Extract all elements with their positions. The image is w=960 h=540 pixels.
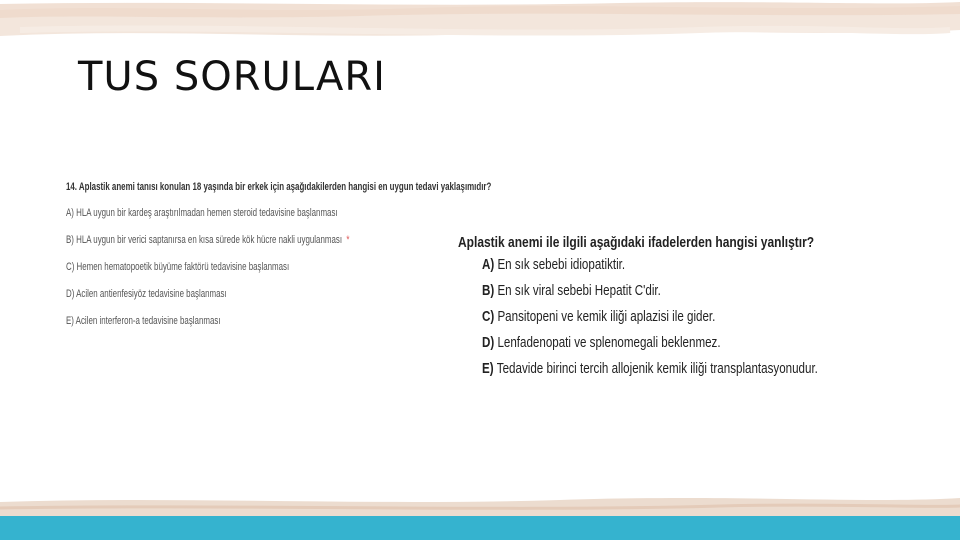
question-left-option-d — [66, 288, 340, 303]
option-letter: C) — [482, 309, 495, 325]
question-right — [458, 234, 903, 387]
option-letter: B) — [482, 283, 495, 299]
option-text: C) Hemen hematopoetik büyüme faktörü tedavisine başlanması — [66, 261, 290, 273]
option-text: E) Acilen interferon-a tedavisine başlanması — [66, 315, 221, 327]
option-text: B) HLA uygun bir verici saptanırsa en kısa sürede kök hücre nakli uygulanması — [66, 234, 343, 246]
question-left-option-a — [66, 207, 340, 222]
question-right-option-b — [482, 283, 819, 302]
slide-title: TUS SORULARI — [78, 54, 386, 100]
question-left-option-e — [66, 315, 340, 330]
question-left-stem: 14. Aplastik anemi tanısı konulan 18 yaşında bir erkek için aşağıdakilerden hangisi en uygun tedavi yaklaşımıdır? — [66, 181, 492, 193]
option-text: A) HLA uygun bir kardeş araştırılmadan hemen steroid tedavisine başlanması — [66, 207, 338, 219]
correct-answer-mark: * — [346, 234, 350, 246]
question-right-stem: Aplastik anemi ile ilgili aşağıdaki ifadelerden hangisi yanlıştır? — [458, 234, 815, 251]
question-right-option-e — [482, 361, 819, 380]
option-text: Lenfadenopati ve splenomegali beklenmez. — [497, 335, 721, 351]
brush-stroke-top — [0, 0, 960, 46]
option-letter: E) — [482, 361, 494, 377]
option-text: D) Acilen antienfesiyöz tedavisine başlanması — [66, 288, 227, 300]
question-right-option-c — [482, 309, 819, 328]
option-text: Pansitopeni ve kemik iliği aplazisi ile gider. — [497, 309, 716, 325]
bottom-accent-bar — [0, 516, 960, 540]
question-left-option-c — [66, 261, 340, 276]
question-left — [66, 181, 492, 342]
option-text: Tedavide birinci tercih allojenik kemik iliği transplantasyonudur. — [496, 361, 818, 377]
option-text: En sık sebebi idiopatiktir. — [497, 257, 626, 273]
option-letter: D) — [482, 335, 495, 351]
option-text: En sık viral sebebi Hepatit C'dir. — [497, 283, 661, 299]
question-right-option-d — [482, 335, 819, 354]
option-letter: A) — [482, 257, 495, 273]
question-right-option-a — [482, 257, 819, 276]
question-left-option-b — [66, 234, 350, 249]
